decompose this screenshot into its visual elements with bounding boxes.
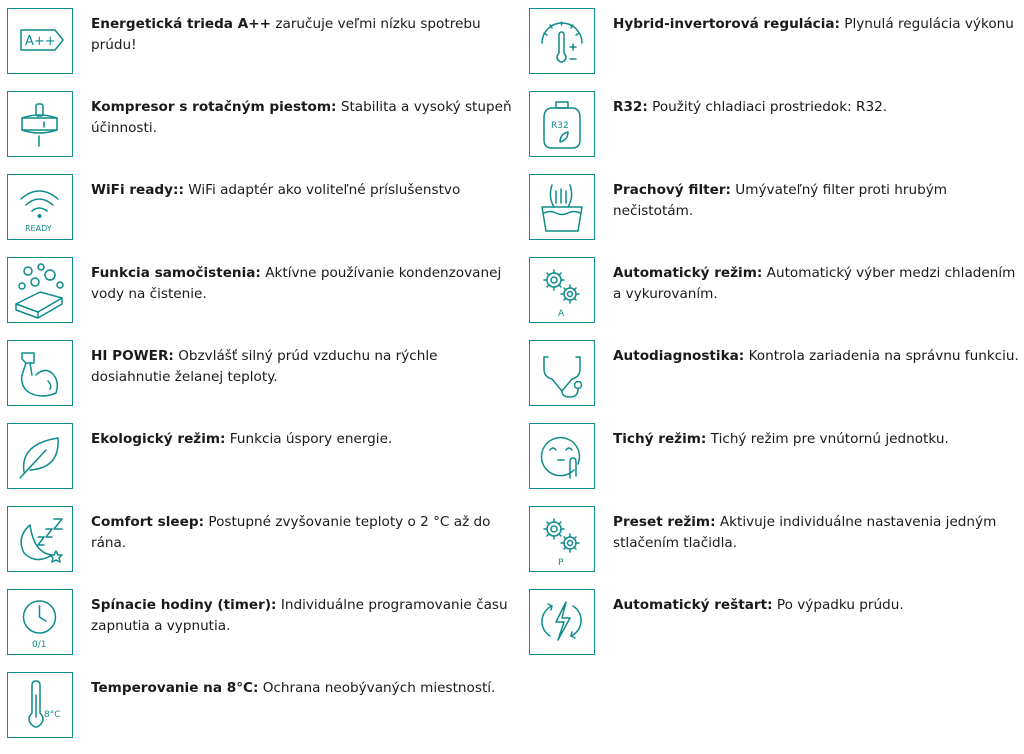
svg-text:A: A (558, 309, 565, 319)
sleep-moon-icon (7, 506, 73, 572)
feature-self-diagnostics (522, 340, 1024, 412)
auto-restart-bolt-icon (529, 589, 595, 655)
feature-text: Autodiagnostika: Kontrola zariadenia na správnu funkciu. (613, 348, 1019, 364)
self-cleaning-icon (7, 257, 73, 323)
hi-power-arm-icon (7, 340, 73, 406)
stethoscope-icon (529, 340, 595, 406)
feature-comfort-sleep (0, 506, 520, 578)
feature-wifi-ready (0, 174, 520, 246)
feature-text: WiFi ready:: WiFi adaptér ako voliteľné príslušenstvo (91, 182, 461, 198)
auto-gears-icon (529, 257, 595, 323)
thermometer-8c-icon (7, 672, 73, 738)
feature-auto-restart (522, 589, 1024, 661)
feature-inverter (522, 8, 1024, 80)
feature-text: Ekologický režim: Funkcia úspory energie. (91, 431, 393, 447)
compressor-icon (7, 91, 73, 157)
feature-text: R32: Použitý chladiaci prostriedok: R32. (613, 99, 888, 115)
svg-text:8°C: 8°C (44, 710, 61, 720)
feature-r32 (522, 91, 1024, 163)
feature-hi-power (0, 340, 520, 412)
feature-text: Funkcia samočistenia: Aktívne používanie kondenzovanej vody na čistenie. (91, 265, 502, 302)
feature-compressor (0, 91, 520, 163)
feature-text: Preset režim: Aktivuje individuálne nastavenia jedným stlačením tlačidla. (613, 514, 997, 551)
preset-gears-icon (529, 506, 595, 572)
timer-clock-icon (7, 589, 73, 655)
svg-text:P: P (558, 558, 564, 568)
feature-quiet-mode (522, 423, 1024, 495)
energy-class-icon (7, 8, 73, 74)
wifi-ready-icon (7, 174, 73, 240)
svg-text:R32: R32 (551, 121, 569, 131)
leaf-icon (7, 423, 73, 489)
feature-dust-filter (522, 174, 1024, 246)
feature-text: Temperovanie na 8°C: Ochrana neobývaných miestností. (91, 680, 496, 696)
svg-text:READY: READY (25, 224, 52, 233)
inverter-thermometer-icon (529, 8, 595, 74)
quiet-face-icon (529, 423, 595, 489)
feature-text: HI POWER: Obzvlášť silný prúd vzduchu na rýchle dosiahnutie želanej teploty. (91, 348, 438, 385)
washing-filter-icon (529, 174, 595, 240)
feature-text: Energetická trieda A++ zaručuje veľmi nízku spotrebu prúdu! (91, 16, 481, 53)
feature-self-cleaning (0, 257, 520, 329)
svg-text:A++: A++ (25, 34, 56, 49)
feature-text: Spínacie hodiny (timer): Individuálne programovanie času zapnutia a vypnutia. (91, 597, 508, 634)
feature-text: Prachový filter: Umývateľný filter proti hrubým nečistotám. (613, 182, 948, 219)
feature-text: Comfort sleep: Postupné zvyšovanie teploty o 2 °C až do rána. (91, 514, 491, 551)
feature-text: Automatický režim: Automatický výber medzi chladením a vykurovaním. (613, 265, 1016, 302)
feature-eco-mode (0, 423, 520, 495)
feature-tempering-8c (0, 672, 520, 744)
r32-bottle-icon (529, 91, 595, 157)
feature-auto-mode (522, 257, 1024, 329)
feature-text: Kompresor s rotačným piestom: Stabilita a vysoký stupeň účinnosti. (91, 99, 512, 136)
feature-preset-mode (522, 506, 1024, 578)
svg-text:0/1: 0/1 (32, 640, 47, 650)
feature-text: Tichý režim: Tichý režim pre vnútornú jednotku. (613, 431, 949, 447)
feature-text: Automatický reštart: Po výpadku prúdu. (613, 597, 904, 613)
feature-energy-class (0, 8, 520, 80)
feature-timer (0, 589, 520, 661)
feature-text: Hybrid-invertorová regulácia: Plynulá regulácia výkonu (613, 16, 1014, 32)
